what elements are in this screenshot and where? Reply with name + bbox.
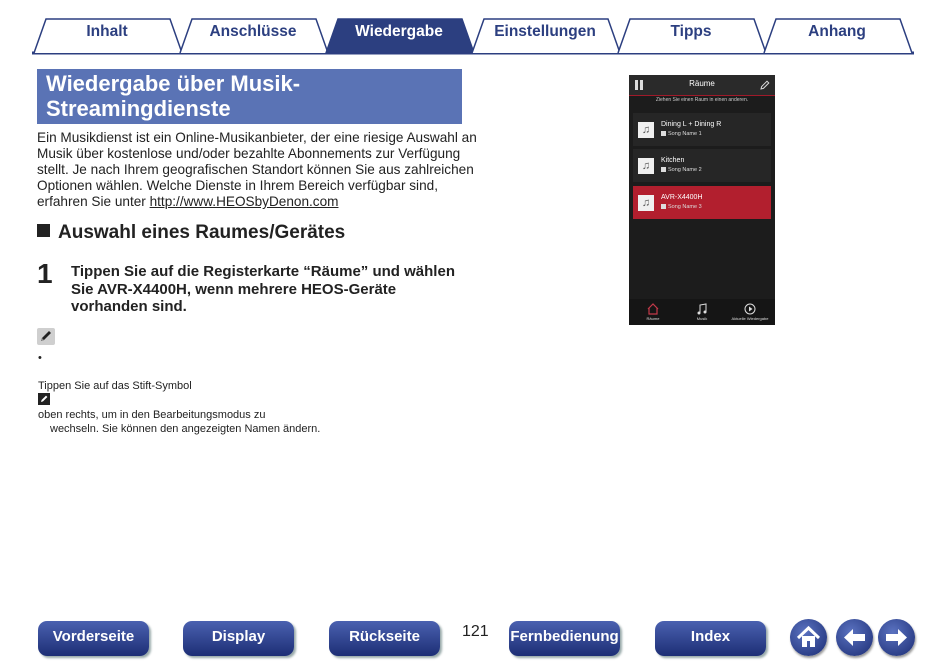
music-note-icon: ♫ — [638, 195, 654, 211]
room-item[interactable] — [633, 113, 771, 146]
tab-inhalt[interactable]: Inhalt — [86, 23, 128, 40]
room-item-selected[interactable] — [633, 186, 771, 219]
index-button[interactable]: Index — [655, 621, 766, 656]
room-name: AVR-X4400H — [661, 194, 703, 201]
section-heading — [37, 222, 345, 244]
music-note-icon: ♫ — [638, 122, 654, 138]
display-button[interactable]: Display — [183, 621, 294, 656]
footer-rooms[interactable] — [629, 303, 677, 321]
fernbedienung-button[interactable]: Fernbedienung — [509, 621, 620, 656]
note-line2: wechseln. Sie können den angezeigten Namen ändern. — [50, 423, 321, 435]
rueckseite-button[interactable]: Rückseite — [329, 621, 440, 656]
tab-tipps[interactable]: Tipps — [670, 23, 712, 40]
vorderseite-button[interactable]: Vorderseite — [38, 621, 149, 656]
room-song — [661, 167, 702, 173]
tab-wiedergabe[interactable]: Wiedergabe — [355, 23, 443, 40]
heos-app-screenshot — [629, 75, 775, 325]
footer-music-label: Musik — [696, 316, 708, 321]
room-name: Kitchen — [661, 157, 685, 164]
app-subtitle: Ziehen Sie einen Raum in einen anderen. — [655, 97, 749, 103]
intro-paragraph — [37, 130, 477, 210]
step-line: Tippen Sie auf die Registerkarte “Räume” und wählen — [71, 263, 455, 280]
intro-line: Musik über kostenlose und/oder bezahlte Abonnements zur Verfügung — [37, 146, 461, 161]
page-title — [37, 69, 462, 124]
intro-line: Optionen wählen. Welche Dienste in Ihrem Bereich verfügbar sind, — [37, 178, 438, 193]
intro-line: Ein Musikdienst ist ein Online-Musikanbieter, der eine riesige Auswahl an — [37, 130, 477, 145]
tab-einstellungen[interactable]: Einstellungen — [494, 23, 596, 40]
note-bullet — [38, 351, 320, 436]
note-line1-b: oben rechts, um in den Bearbeitungsmodus zu — [38, 409, 266, 421]
footer-now-playing[interactable] — [726, 303, 774, 321]
step-number: 1 — [37, 258, 53, 289]
note-pencil-icon — [37, 328, 55, 345]
room-song — [661, 204, 702, 210]
page-number: 121 — [462, 623, 489, 640]
forward-button[interactable] — [878, 619, 915, 656]
intro-line-last — [37, 194, 467, 210]
footer-music[interactable] — [678, 303, 726, 321]
note-line1-a: Tippen Sie auf das Stift-Symbol — [38, 380, 192, 392]
step-line: vorhanden sind. — [71, 298, 187, 315]
room-song-text: Song Name 3 — [668, 204, 702, 210]
intro-prefix: erfahren Sie unter — [37, 194, 150, 209]
play-circle-icon — [744, 303, 756, 315]
arrow-left-icon — [836, 619, 873, 656]
pencil-icon — [38, 393, 50, 405]
heos-link[interactable]: http://www.HEOSbyDenon.com — [149, 194, 339, 209]
tab-bar — [32, 16, 914, 56]
bullet-dot: • — [38, 352, 42, 364]
section-heading-text: Auswahl eines Raumes/Gerätes — [58, 222, 346, 243]
edit-pencil-icon[interactable] — [760, 80, 770, 90]
square-bullet-icon — [37, 224, 50, 237]
back-button[interactable] — [836, 619, 873, 656]
music-note-icon: ♫ — [638, 158, 654, 174]
tab-anschluesse[interactable]: Anschlüsse — [209, 23, 297, 40]
room-song — [661, 131, 702, 137]
music-icon — [696, 303, 708, 315]
app-header-title: Räume — [689, 79, 715, 88]
footer-rooms-label: Räume — [646, 316, 660, 321]
home-icon — [790, 619, 827, 656]
room-song-text: Song Name 2 — [668, 167, 702, 173]
note-line1 — [38, 351, 320, 422]
page-title-line1: Wiedergabe über Musik- — [46, 71, 301, 96]
app-footer — [629, 299, 775, 325]
room-item[interactable] — [633, 149, 771, 182]
room-song-text: Song Name 1 — [668, 131, 702, 137]
step-line: Sie AVR-X4400H, wenn mehrere HEOS-Geräte — [71, 280, 397, 298]
footer-now-playing-label: Aktuelle Wiedergabe — [731, 316, 769, 321]
home-button[interactable] — [790, 619, 827, 656]
step-text — [71, 263, 455, 316]
page-title-line2: Streamingdienste — [46, 96, 231, 121]
intro-line: stellt. Je nach Ihrem geografischen Standort können Sie aus zahlreichen — [37, 162, 474, 177]
home-icon — [646, 303, 660, 315]
arrow-right-icon — [878, 619, 915, 656]
tab-anhang[interactable]: Anhang — [808, 23, 866, 40]
app-header — [629, 75, 775, 96]
room-name: Dining L + Dining R — [661, 121, 722, 128]
